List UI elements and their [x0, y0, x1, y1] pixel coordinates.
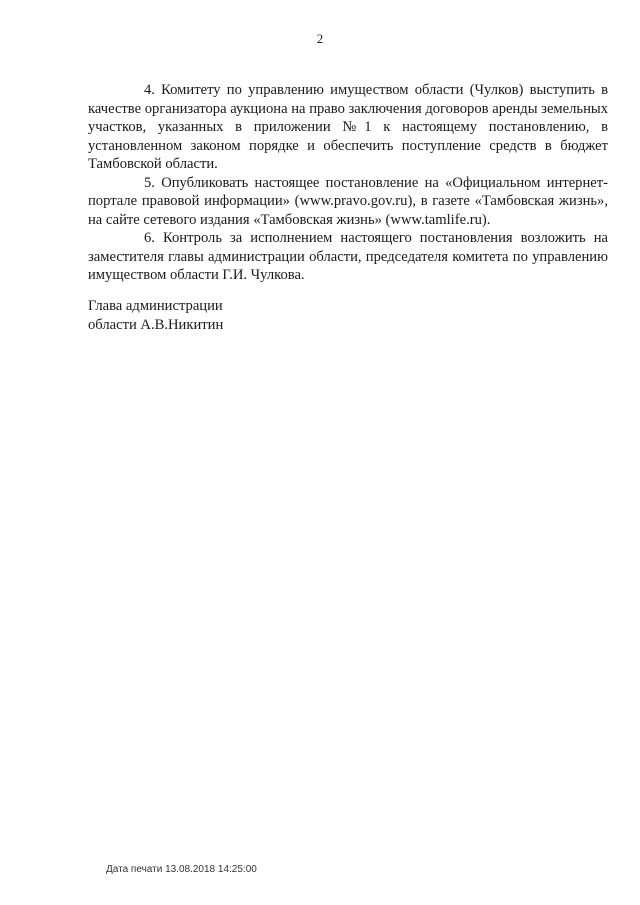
- print-date: Дата печати 13.08.2018 14:25:00: [106, 864, 257, 875]
- paragraph-4: 4. Комитету по управлению имуществом области (Чулков) выступить в качестве организатора аукциона на право заключения договоров аренды земельных участков, указанных в приложении №1 к настоящему постановлению, в установленном законом порядке и обеспечить поступление средств в бюджет Тамбовской области.: [88, 82, 608, 172]
- signature-name: области А.В.Никитин: [88, 316, 224, 333]
- page-number: 2: [316, 31, 324, 46]
- signature-block: [88, 297, 223, 334]
- paragraph-5: 5. Опубликовать настоящее постановление на «Официальном интернет-портале правовой информации» (www.pravo.gov.ru), в газете «Тамбовская жизнь», на сайте сетевого издания «Тамбовская жизнь» (www.tamlife.ru).: [88, 174, 608, 228]
- signature-title: Глава администрации: [88, 298, 223, 314]
- paragraph-6: 6. Контроль за исполнением настоящего постановления возложить на заместителя главы администрации области, председателя комитета по управлению имуществом области Г.И. Чулкова.: [88, 230, 608, 283]
- document-body: [88, 81, 608, 285]
